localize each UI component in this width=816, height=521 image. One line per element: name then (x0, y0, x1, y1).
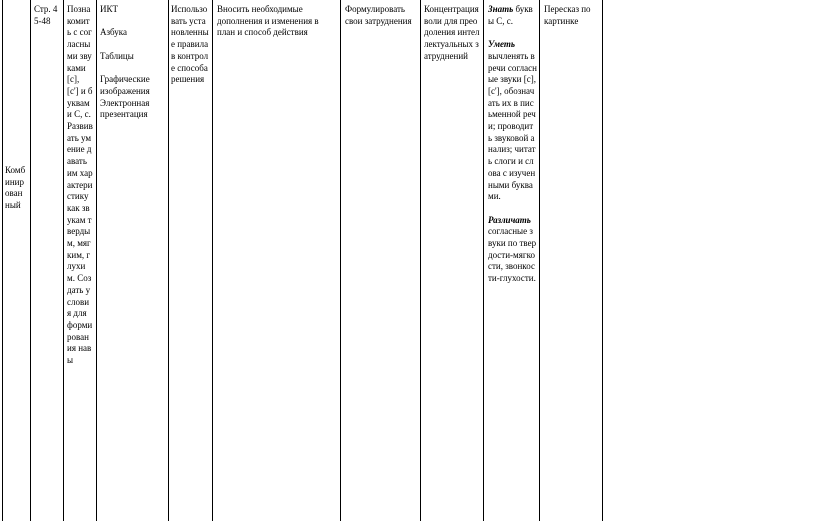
column-divider (212, 0, 213, 521)
goals-text: Познакомить с согласными звуками [с], [с'] и буквами С, с. Развивать умение давать им характеристику как звукам твердым, мягким, глухим. Создать условия для формирования навы (67, 4, 93, 366)
control-text: Использовать установленные правила в контроле способа решения (171, 4, 209, 85)
resource-graphics: Графические изображения (100, 74, 150, 96)
column-divider (483, 0, 484, 521)
homework-cell (544, 4, 600, 27)
column-divider (420, 0, 421, 521)
pages-text: Стр. 45-48 (34, 4, 58, 26)
resource-ict: ИКТ (100, 4, 118, 14)
distinguish-label: Различать (488, 214, 531, 225)
resources-cell (100, 4, 164, 121)
goals-cell (67, 4, 93, 521)
know-label: Знать (488, 4, 514, 14)
table-border-left (2, 0, 3, 521)
regulatory-cell (217, 4, 337, 39)
column-divider (63, 0, 64, 521)
column-divider (539, 0, 540, 521)
personal-cell (424, 4, 481, 63)
resource-presentation: Электронная презентация (100, 97, 150, 120)
table-border-right (602, 0, 603, 521)
control-cell (171, 4, 210, 86)
resource-tables: Таблицы (100, 50, 134, 61)
pages-cell (34, 4, 60, 27)
resource-alphabet: Азбука (100, 27, 128, 38)
distinguish-text: согласные звуки по твердости-мягкости, звонкости-глухости. (488, 226, 537, 284)
can-text: вычленять в речи согласные звуки [с], [с'], обозначать их в письменной речи; проводить звуковой анализ; читать слоги и слова с изученными буквами. (488, 50, 537, 202)
column-divider (168, 0, 169, 521)
column-divider (96, 0, 97, 521)
column-divider (340, 0, 341, 521)
lesson-type-text: Комбинированный (5, 165, 26, 211)
personal-text: Концентрация воли для преодоления интеллектуальных затруднений (424, 4, 480, 61)
subject-results-cell (488, 4, 537, 285)
know-text: буквы С, с. (488, 4, 533, 26)
communicative-cell (345, 4, 417, 27)
lesson-type-cell (5, 165, 27, 212)
communicative-text: Формулировать свои затруднения (345, 4, 412, 26)
column-divider (30, 0, 31, 521)
regulatory-text: Вносить необходимые дополнения и изменения в план и способ действия (217, 4, 319, 38)
homework-text: Пересказ по картинке (544, 4, 591, 26)
can-label: Уметь (488, 39, 515, 50)
